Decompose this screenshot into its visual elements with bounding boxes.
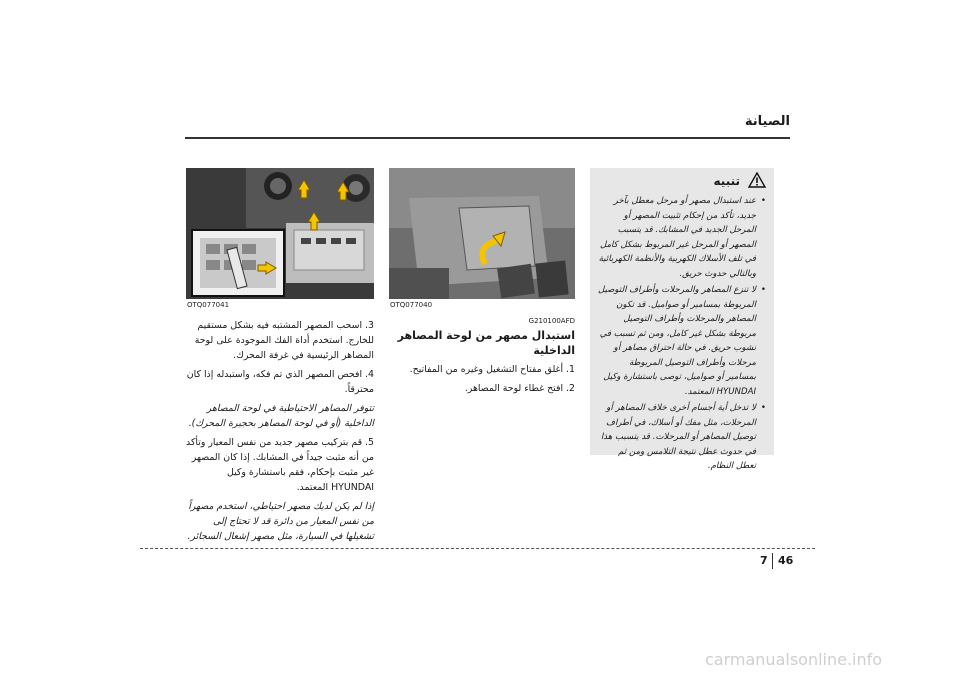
section-header-title: الصيانة bbox=[744, 114, 790, 129]
caution-item: • لا تنزع المصاهر والمرحلات وأطراف التوصيل المربوطة بمسامير أو صواميل. قد تكون المصاهر والمرحلات وأطراف التوصيل مربوطة بشكل غير كامل، ومن ثم تسبب في نشوب حريق. في حالة احتراق مصاهر أو مرحلات وأطراف التوصيل المربوطة بمسامير أو صواميل، توصى باستشارة وكيل HYUNDAI المعتمد. bbox=[598, 283, 766, 399]
image-label-middle: OTQ077040 bbox=[390, 301, 433, 309]
page-number-separator bbox=[772, 553, 773, 569]
left-steps bbox=[186, 318, 374, 548]
caution-item: • لا تدخل أية أجسام أخرى خلاف المصاهر أو المرحلات، مثل مفك أو أسلاك، في أطراف توصيل المصاهر أو المرحلات. قد يتسبب هذا في حدوث عطل نتيجة التلامس ومن ثم تعطل النظام. bbox=[598, 401, 766, 474]
no-spare-note: إذا لم يكن لديك مصهر احتياطي، استخدم مصهراً من نفس المعيار من دائرة قد لا تحتاج إلى تشغيلها في السيارة، مثل مصهر إشعال السجائر. bbox=[187, 501, 374, 542]
header-divider bbox=[185, 137, 790, 139]
warning-triangle-icon bbox=[748, 172, 766, 188]
caution-item: • عند استبدال مصهر أو مرحل معطل بآخر جديد، تأكد من إحكام تثبيت المصهر أو المرحل الجديد في المشابك. قد يتسبب المصهر أو المرحل غير المربوط بشكل كامل في تلف الأسلاك الكهربية والأنظمة الكهربائية وبالتالي حدوث حريق. bbox=[598, 194, 766, 281]
step-2: 2. افتح غطاء لوحة المصاهر. bbox=[464, 383, 575, 394]
caution-title: تنبيه bbox=[713, 174, 740, 188]
footer-dashed-divider bbox=[140, 548, 815, 549]
chapter-number: 7 bbox=[760, 554, 768, 567]
section-heading: استبدال مصهر من لوحة المصاهر الداخلية bbox=[397, 329, 575, 357]
image-label-left: OTQ077041 bbox=[187, 301, 230, 309]
spare-fuse-note: تتوفر المصاهر الاحتياطية في لوحة المصاهر الداخلية (أو في لوحة المصاهر بحجيرة المحرك). bbox=[188, 403, 374, 429]
caution-box bbox=[590, 168, 774, 471]
middle-steps bbox=[390, 362, 575, 400]
footer-watermark: carmanualsonline.info bbox=[705, 650, 883, 669]
step-4: 4. افحص المصهر الذي تم فكه، واستبدله إذا كان محترقاً. bbox=[186, 369, 374, 395]
engine-fuse-box-image bbox=[186, 168, 374, 299]
caution-list bbox=[598, 194, 766, 476]
step-1: 1. أغلق مفتاح التشغيل وغيره من المفاتيح. bbox=[409, 364, 575, 375]
page-number: 46 bbox=[778, 554, 794, 567]
step-3: 3. اسحب المصهر المشتبه فيه بشكل مستقيم للخارج. استخدم أداة الفك الموجودة على لوحة المصاهر الرئيسية في غرفة المحرك. bbox=[194, 320, 374, 361]
section-code: G210100AFD bbox=[528, 317, 575, 325]
step-5: 5. قم بتركيب مصهر جديد من نفس المعيار وتأكد من أنه مثبت جيداً في المشابك. إذا كان المصهر غير مثبت بإحكام، فقم باستشارة وكيل HYUNDAI المعتمد. bbox=[186, 437, 374, 493]
interior-fuse-panel-image bbox=[389, 168, 575, 299]
